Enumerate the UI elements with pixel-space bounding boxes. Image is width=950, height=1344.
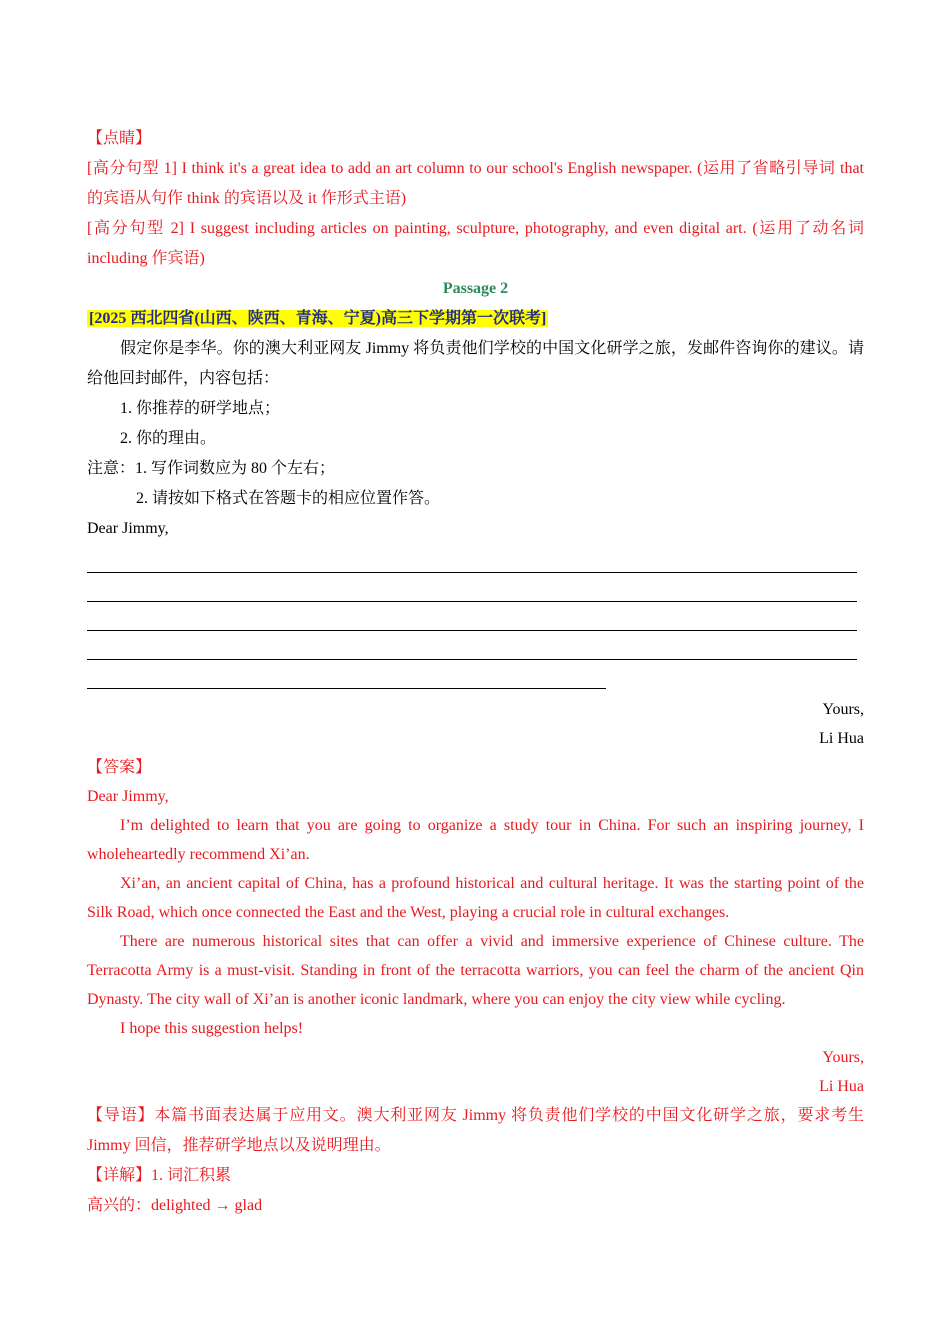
- vocab-item-1: 高兴的：delighted → glad: [87, 1197, 263, 1214]
- task-signature: Li Hua: [819, 730, 864, 747]
- passage-title: Passage 2: [442, 280, 509, 297]
- answer-greeting: Dear Jimmy,: [87, 788, 169, 805]
- high-score-sentence-1: [高分句型 1] I think it's a great idea to add an art column to our school's English newspaper. (运用了省略引导词 that 的宾语从句作 think 的宾语以及 it 作形式主语): [87, 160, 864, 207]
- answer-paragraph-1: I’m delighted to learn that you are going to organize a study tour in China. For such an inspiring journey, I wholeheartedly recommend Xi’an.: [87, 817, 864, 863]
- daoyu-text: 【导语】本篇书面表达属于应用文。澳大利亚网友 Jimmy 将负责他们学校的中国文化研学之旅，要求考生 Jimmy 回信，推荐研学地点以及说明理由。: [87, 1107, 864, 1154]
- task-closing: Yours,: [822, 701, 864, 718]
- answer-title: 【答案】: [87, 759, 152, 776]
- task-note-2: 2. 请按如下格式在答题卡的相应位置作答。: [136, 490, 441, 507]
- task-greeting: Dear Jimmy,: [87, 520, 169, 537]
- xiangjie-title: 【详解】1. 词汇积累: [87, 1167, 232, 1184]
- writing-blanks: [87, 544, 864, 689]
- document-page: [87, 124, 864, 1221]
- task-point-2: 2. 你的理由。: [120, 430, 217, 447]
- blank-line: [87, 544, 857, 573]
- blank-line: [87, 660, 606, 689]
- task-point-1: 1. 你推荐的研学地点；: [120, 400, 281, 417]
- exam-source: [2025 西北四省(山西、陕西、青海、宁夏)高三下学期第一次联考]: [89, 310, 547, 327]
- answer-paragraph-4: I hope this suggestion helps!: [120, 1020, 304, 1037]
- blank-line: [87, 602, 857, 631]
- answer-paragraph-3: There are numerous historical sites that can offer a vivid and immersive experience of Chinese culture. The Terracotta Army is a must-visit. Standing in front of the terracotta warriors, you can feel the charm of the ancient Qin Dynasty. The city wall of Xi’an is another iconic landmark, where you can enjoy the city view while cycling.: [87, 933, 864, 1008]
- answer-paragraph-2: Xi’an, an ancient capital of China, has a profound historical and cultural heritage. It was the starting point of the Silk Road, which once connected the East and the West, playing a crucial role in cultural exchanges.: [87, 875, 864, 921]
- high-score-sentence-2: [高分句型 2] I suggest including articles on painting, sculpture, photography, and even digital art. (运用了动名词 including 作宾语): [87, 220, 864, 267]
- task-note-1: 注意：1. 写作词数应为 80 个左右；: [87, 460, 336, 477]
- answer-signature: Li Hua: [819, 1078, 864, 1095]
- dianjing-title: 【点睛】: [87, 130, 152, 147]
- task-intro: 假定你是李华。你的澳大利亚网友 Jimmy 将负责他们学校的中国文化研学之旅，发邮件咨询你的建议。请给他回封邮件，内容包括：: [87, 340, 864, 387]
- answer-closing: Yours,: [822, 1049, 864, 1066]
- blank-line: [87, 631, 857, 660]
- blank-line: [87, 573, 857, 602]
